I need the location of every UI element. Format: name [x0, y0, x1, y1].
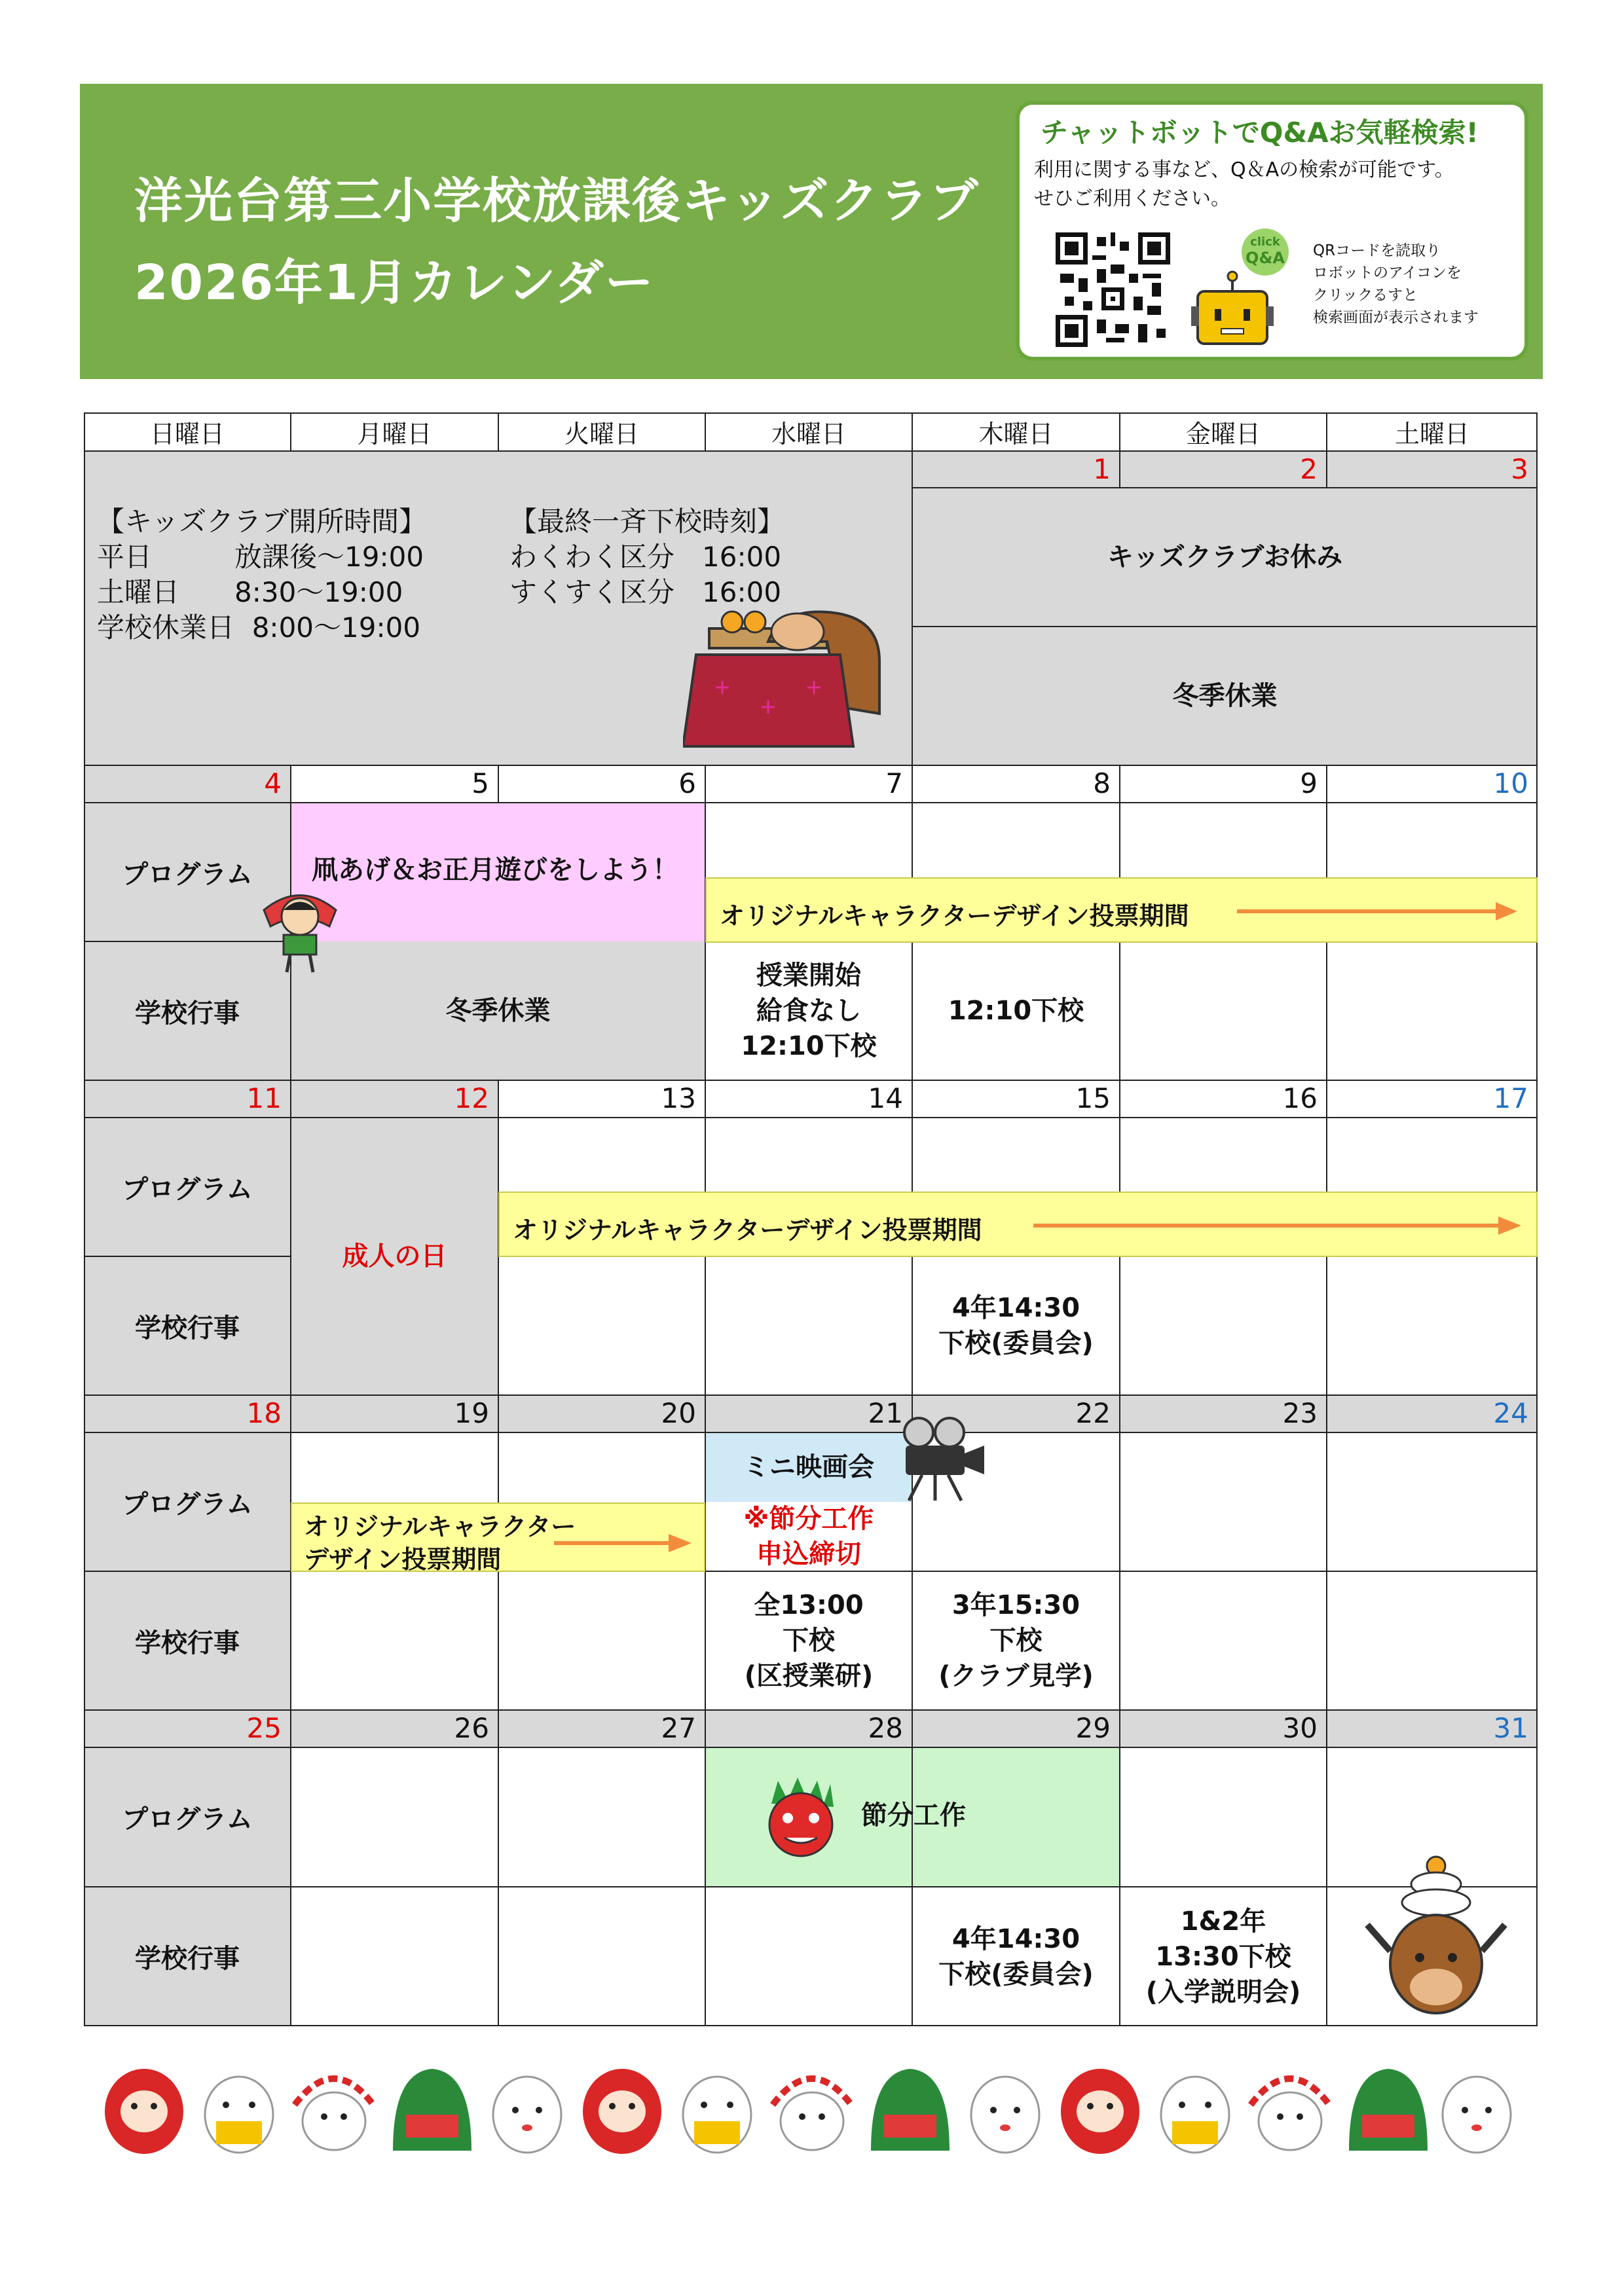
arrow-right-icon	[554, 1530, 695, 1556]
mini-movie-event: ミニ映画会	[743, 1452, 874, 1482]
vote-period-label-line1: オリジナルキャラクター	[304, 1512, 576, 1541]
date-12: 12	[454, 1082, 489, 1114]
weekday-fri: 金曜日	[1185, 420, 1261, 448]
winter-break-week1: 冬季休業	[1172, 681, 1278, 711]
date-5: 5	[471, 767, 489, 799]
red-oni-icon	[758, 1777, 843, 1859]
date-29: 29	[1075, 1712, 1111, 1744]
date-9: 9	[1300, 767, 1318, 799]
robot-icon[interactable]	[1183, 223, 1314, 354]
row-label-school: 学校行事	[135, 1628, 240, 1658]
dismissal-grades: 1&2年	[1180, 1906, 1266, 1937]
dismiss-waku: わくわく区分 16:00	[509, 541, 782, 573]
dismissal-time: 12:10下校	[741, 1031, 877, 1061]
qr-code-icon[interactable]	[1056, 232, 1170, 347]
date-7: 7	[885, 767, 903, 799]
qa-badge-text: Q&A	[1246, 249, 1285, 267]
dismissal-jan30	[1120, 1887, 1327, 2026]
setsubun-craft-event: 節分工作	[861, 1800, 966, 1831]
horse-kotatsu-icon	[683, 602, 906, 759]
dismissal-label: 下校	[783, 1626, 835, 1656]
dismissal-reason: (クラブ見学)	[938, 1661, 1094, 1691]
page-title: 洋光台第三小学校放課後キッズクラブ	[134, 173, 980, 229]
school-start-label: 授業開始	[756, 960, 861, 991]
hours-info	[97, 504, 426, 646]
hours-title: 【キッズクラブ開所時間】	[97, 505, 427, 538]
date-3: 3	[1511, 453, 1528, 485]
date-1: 1	[1093, 453, 1111, 485]
chatbot-note-line: 検索画面が表示されます	[1313, 309, 1479, 326]
date-8: 8	[1093, 767, 1111, 799]
no-lunch-label: 給食なし	[756, 996, 861, 1026]
dismissal-jan15	[912, 1256, 1120, 1395]
arrow-right-icon	[1237, 898, 1519, 924]
dismissal-reason: 下校(委員会)	[938, 1328, 1094, 1358]
date-23: 23	[1282, 1397, 1318, 1429]
date-30: 30	[1282, 1712, 1318, 1744]
date-20: 20	[661, 1397, 696, 1429]
dismissal-reason: (入学説明会)	[1145, 1977, 1301, 2007]
dismiss-suku: すくすく区分 16:00	[509, 576, 782, 608]
vote-period-label: オリジナルキャラクターデザイン投票期間	[513, 1216, 982, 1245]
weekday-thu: 木曜日	[978, 420, 1054, 448]
date-19: 19	[454, 1397, 489, 1429]
date-22: 22	[1075, 1397, 1111, 1429]
vote-period-bar-week3	[498, 1192, 1538, 1257]
date-6: 6	[678, 767, 696, 799]
click-badge-text: click	[1250, 235, 1280, 249]
date-27: 27	[661, 1712, 696, 1744]
row-label-school: 学校行事	[135, 1313, 240, 1343]
horse-kagamimochi-icon	[1364, 1853, 1508, 2023]
date-26: 26	[454, 1712, 489, 1744]
dismissal-jan8: 12:10下校	[948, 996, 1084, 1026]
date-10: 10	[1493, 767, 1528, 799]
chatbot-title: チャットボットでQ&Aお気軽検索!	[1041, 117, 1479, 149]
date-14: 14	[868, 1082, 903, 1114]
date-15: 15	[1075, 1082, 1111, 1114]
date-18: 18	[246, 1397, 282, 1429]
date-4: 4	[264, 767, 282, 799]
date-31: 31	[1493, 1712, 1528, 1744]
coming-of-age-day: 成人の日	[342, 1241, 447, 1271]
new-year-decorations-icon	[98, 2059, 1526, 2157]
dismissal-time: 13:30下校	[1155, 1941, 1291, 1972]
hours-weekday: 平日 放課後～19:00	[97, 541, 424, 573]
date-13: 13	[661, 1082, 696, 1114]
dismissal-jan29	[912, 1887, 1120, 2026]
date-25: 25	[246, 1712, 282, 1744]
row-label-school: 学校行事	[135, 1944, 240, 1974]
dismissal-label: 下校	[989, 1626, 1043, 1656]
row-label-program: プログラム	[122, 1174, 253, 1205]
vote-period-bar-week2	[705, 877, 1538, 943]
school-start-day	[705, 941, 912, 1080]
setsubun-deadline	[705, 1502, 912, 1571]
setsubun-deadline-line1: ※節分工作	[743, 1504, 874, 1534]
row-label-school: 学校行事	[135, 998, 240, 1029]
row-label-program: プログラム	[122, 859, 253, 890]
winter-break-week2: 冬季休業	[445, 996, 551, 1026]
weekday-sun: 日曜日	[149, 420, 225, 448]
chatbot-note-line: ロボットのアイコンを	[1313, 264, 1462, 282]
setsubun-deadline-line2: 申込締切	[756, 1539, 861, 1569]
vote-period-label: オリジナルキャラクターデザイン投票期間	[720, 902, 1189, 930]
dismissal-jan22	[912, 1571, 1120, 1710]
weekday-wed: 水曜日	[771, 420, 846, 448]
weekday-tue: 火曜日	[564, 420, 639, 448]
date-16: 16	[1282, 1082, 1318, 1114]
dismissal-reason: 下校(委員会)	[938, 1959, 1094, 1990]
row-label-program: プログラム	[122, 1489, 253, 1520]
hours-holiday: 学校休業日 8:00～19:00	[97, 611, 421, 644]
kite-event: 凧あげ＆お正月遊びをしよう！	[312, 855, 678, 885]
dismissal-time: 全13:00	[754, 1590, 864, 1620]
chatbot-desc-line: せひご利用ください。	[1034, 187, 1230, 210]
page-subtitle: 2026年1月カレンダー	[134, 255, 655, 311]
date-24: 24	[1493, 1397, 1528, 1429]
chatbot-desc-line: 利用に関する事など、Q＆Aの検索が可能です。	[1034, 158, 1454, 181]
vote-period-label-line2: デザイン投票期間	[304, 1545, 502, 1574]
chatbot-note	[1313, 240, 1522, 329]
date-11: 11	[246, 1082, 282, 1114]
dismissal-time: 4年14:30	[951, 1923, 1080, 1954]
dismiss-title: 【最終一斉下校時刻】	[509, 505, 785, 538]
clubhouse-closed: キッズクラブお休み	[1107, 542, 1343, 572]
dismissal-info	[509, 504, 784, 610]
date-21: 21	[868, 1397, 903, 1429]
dismissal-time: 3年15:30	[951, 1590, 1080, 1620]
chatbot-panel	[1016, 101, 1528, 361]
movie-camera-icon	[889, 1414, 997, 1503]
chatbot-note-line: クリックるすと	[1313, 287, 1418, 304]
vote-period-bar-week4	[291, 1503, 705, 1572]
row-label-program: プログラム	[122, 1804, 253, 1834]
date-2: 2	[1300, 453, 1318, 485]
chatbot-description	[1034, 156, 1519, 213]
arrow-right-icon	[1033, 1212, 1524, 1239]
chatbot-note-line: QRコードを読取り	[1313, 242, 1441, 259]
date-17: 17	[1493, 1082, 1528, 1114]
dismissal-time: 4年14:30	[951, 1293, 1080, 1323]
weekday-sat: 土曜日	[1394, 420, 1469, 448]
hours-saturday: 土曜日 8:30～19:00	[97, 576, 403, 608]
dismissal-jan21	[705, 1571, 912, 1710]
weekday-mon: 月曜日	[357, 420, 432, 448]
date-28: 28	[868, 1712, 903, 1744]
calendar-grid	[84, 412, 1538, 2026]
dismissal-reason: (区授業研)	[744, 1661, 874, 1691]
